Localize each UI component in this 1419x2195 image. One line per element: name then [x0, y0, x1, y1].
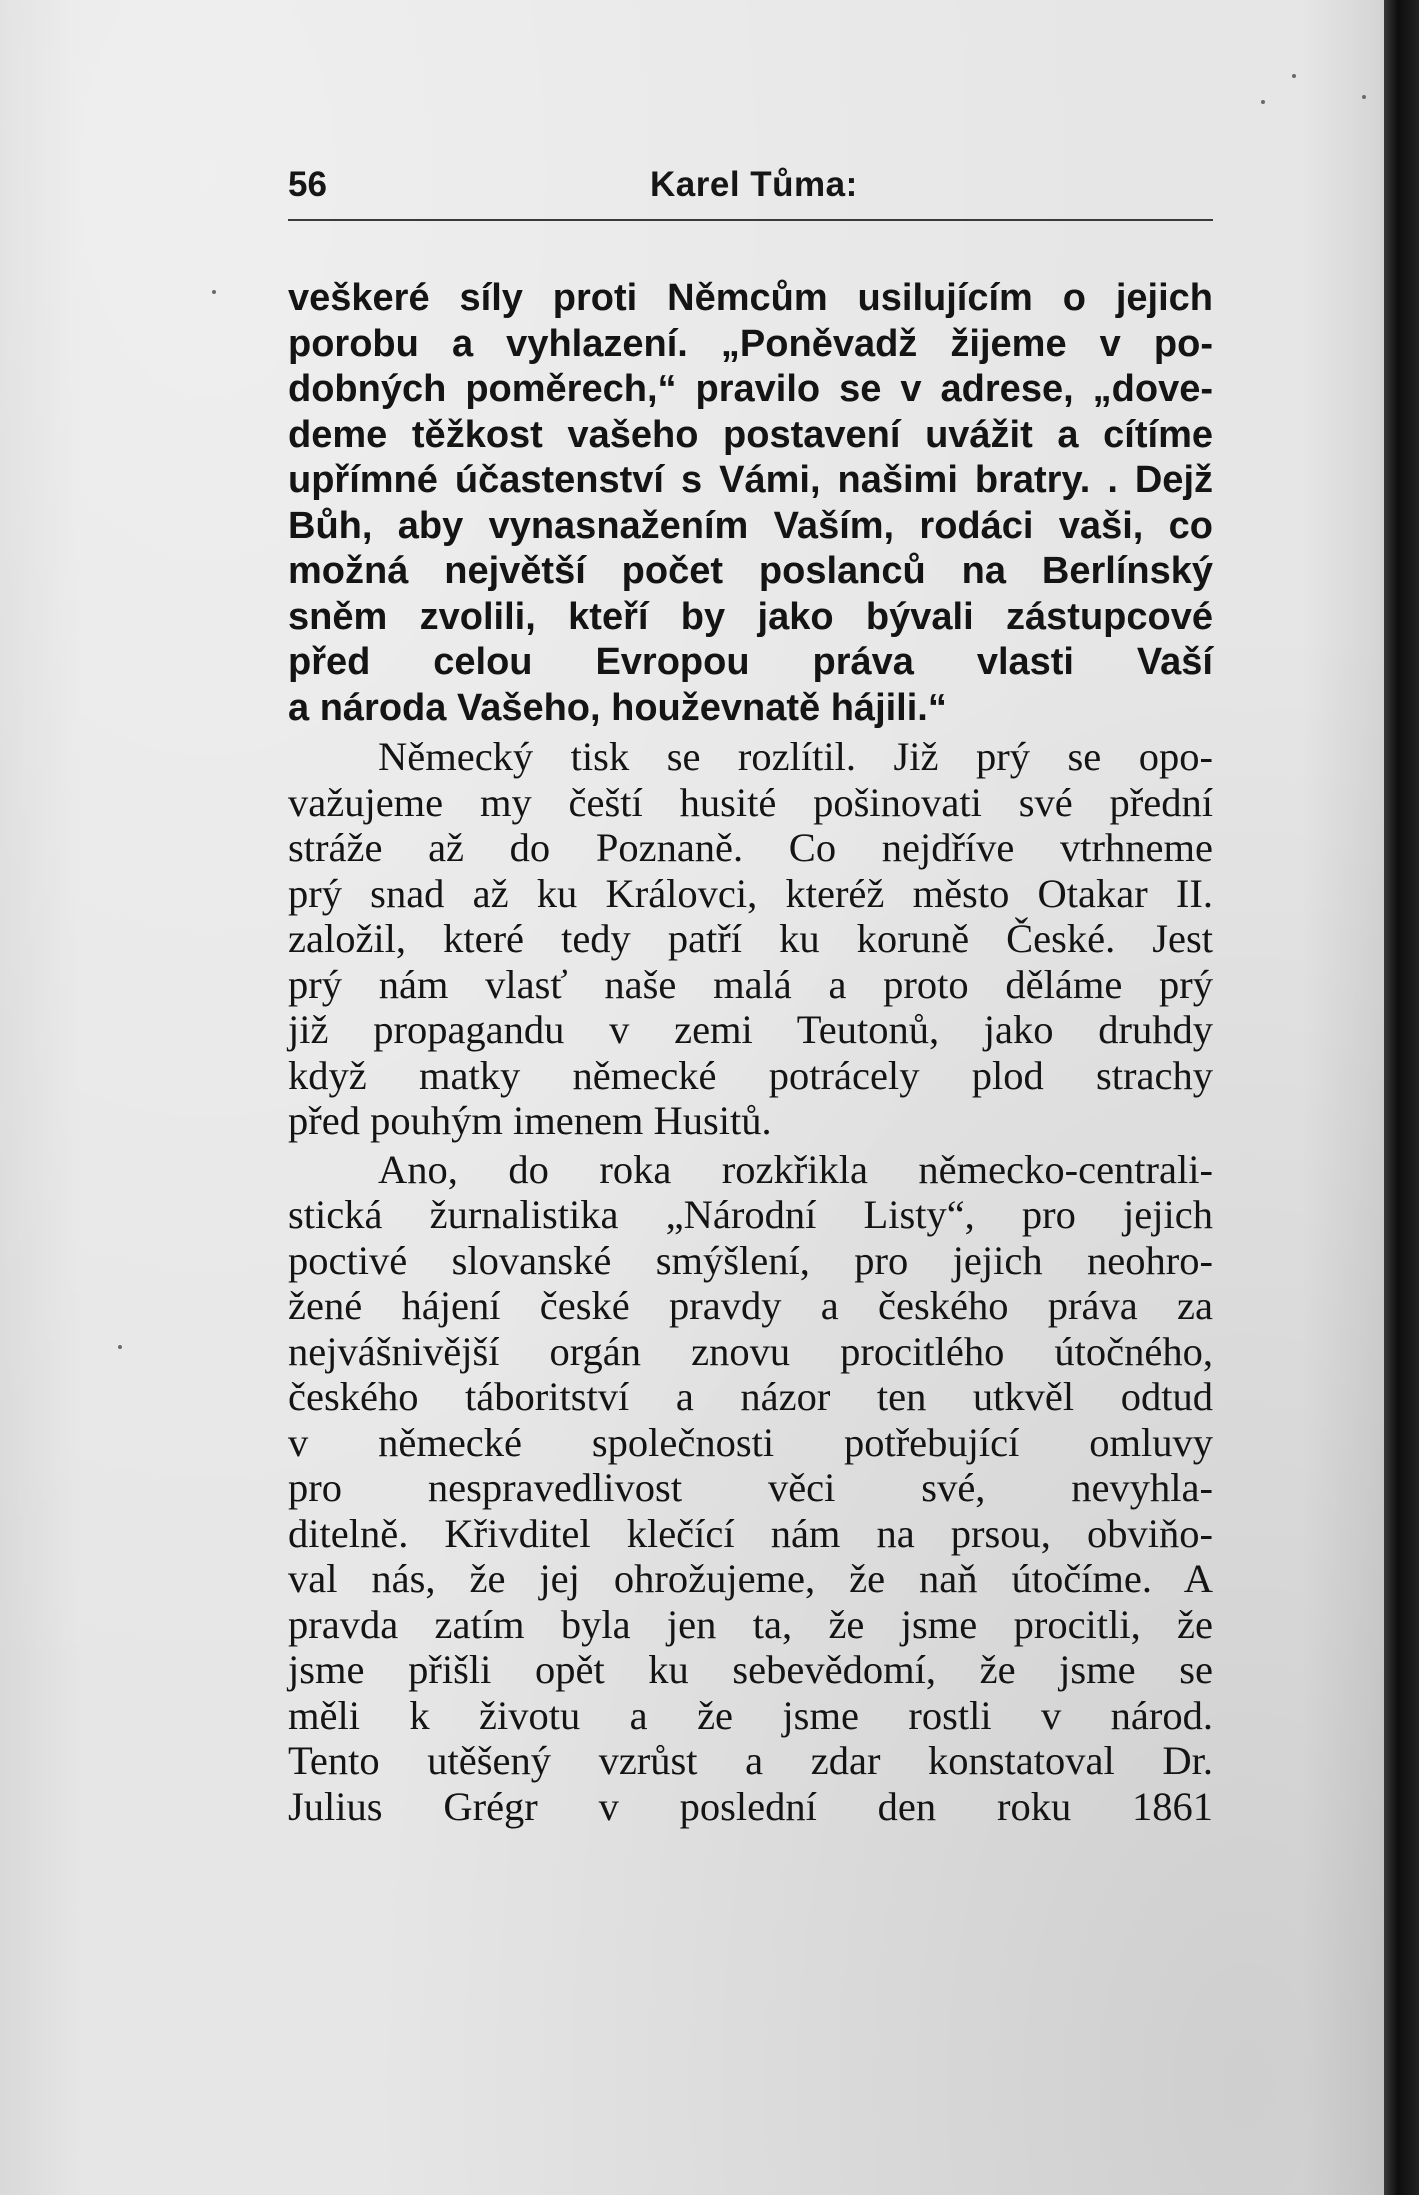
text-line: před celou Evropou práva vlasti Vaší: [288, 641, 1213, 683]
paper-speck: [212, 290, 216, 294]
text-line: Tento utěšený vzrůst a zdar konstatoval Dr.: [288, 1738, 1213, 1783]
paper-speck: [1261, 100, 1265, 104]
text-line: již propagandu v zemi Teutonů, jako druhdy: [288, 1007, 1213, 1052]
text-line: prý snad až ku Královci, kteréž město Otakar II.: [288, 870, 1213, 916]
paragraph-narodni-listy: [288, 1147, 1213, 1830]
text-line: jsme přišli opět ku sebevědomí, že jsme se: [288, 1647, 1213, 1692]
text-line: Julius Grégr v poslední den roku 1861: [288, 1783, 1213, 1829]
text-line: možná největší počet poslanců na Berlínský: [288, 550, 1213, 592]
text-line: sněm zvolili, kteří by jako bývali zástupcové: [288, 595, 1213, 638]
text-line: Ano, do roka rozkřikla německo-centrali-: [378, 1146, 1213, 1192]
text-line: važujeme my čeští husité pošinovati své přední: [288, 779, 1213, 825]
text-line: českého táboritství a názor ten utkvěl odtud: [288, 1374, 1213, 1419]
text-line: poctivé slovanské smýšlení, pro jejich neohro-: [288, 1237, 1213, 1283]
text-line: nejvášnivější orgán znovu procitlého útočného,: [288, 1328, 1213, 1374]
paper-speck: [1362, 95, 1366, 99]
text-line: v německé společnosti potřebující omluvy: [288, 1419, 1213, 1465]
text-line: stráže až do Poznaně. Co nejdříve vtrhneme: [288, 825, 1213, 870]
paper-speck: [118, 1345, 122, 1349]
text-line: a národa Vašeho, houževnatě hájili.“: [288, 686, 947, 729]
text-line: veškeré síly proti Němcům usilujícím o jejich: [288, 277, 1213, 319]
body-text: [288, 276, 1213, 1829]
text-line: pravda zatím byla jen ta, že jsme procitli, že: [288, 1601, 1213, 1647]
text-line: stická žurnalistika „Národní Listy“, pro jejich: [288, 1192, 1213, 1237]
text-line: prý nám vlasť naše malá a proto děláme prý: [288, 961, 1213, 1007]
text-line: založil, které tedy patří ku koruně České. Jest: [288, 916, 1213, 961]
text-line: pro nespravedlivost věci své, nevyhla-: [288, 1465, 1213, 1510]
text-line: upřímné účastenství s Vámi, našimi bratry. . Dejž: [288, 459, 1213, 501]
text-line: deme těžkost vašeho postavení uvážit a cítíme: [288, 413, 1213, 456]
paper-speck: [1292, 74, 1296, 78]
binding-edge: [1384, 0, 1419, 2195]
text-line: Bůh, aby vynasnažením Vaším, rodáci vaši, co: [288, 504, 1213, 547]
text-line: když matky německé potrácely plod strachy: [288, 1052, 1213, 1098]
text-line: porobu a vyhlazení. „Poněvadž žijeme v po-: [288, 322, 1213, 365]
paragraph-address-quote: [288, 276, 1213, 731]
text-line: měli k životu a že jsme rostli v národ.: [288, 1692, 1213, 1738]
text-line: dobných poměrech,“ pravilo se v adrese, „dove-: [288, 368, 1213, 410]
text-line: před pouhým imenem Husitů.: [288, 1098, 772, 1143]
page-number: 56: [288, 165, 327, 204]
text-line: Německý tisk se rozlítil. Již prý se opo-: [378, 734, 1213, 779]
paragraph-german-press: [288, 734, 1213, 1144]
text-line: ditelně. Křivditel klečící nám na prsou, obviňo-: [288, 1510, 1213, 1556]
text-line: žené hájení české pravdy a českého práva za: [288, 1283, 1213, 1328]
running-head-author: Karel Tůma:: [650, 165, 858, 204]
text-line: val nás, že jej ohrožujeme, že naň útočíme. A: [288, 1556, 1213, 1601]
running-header: [288, 163, 1213, 221]
